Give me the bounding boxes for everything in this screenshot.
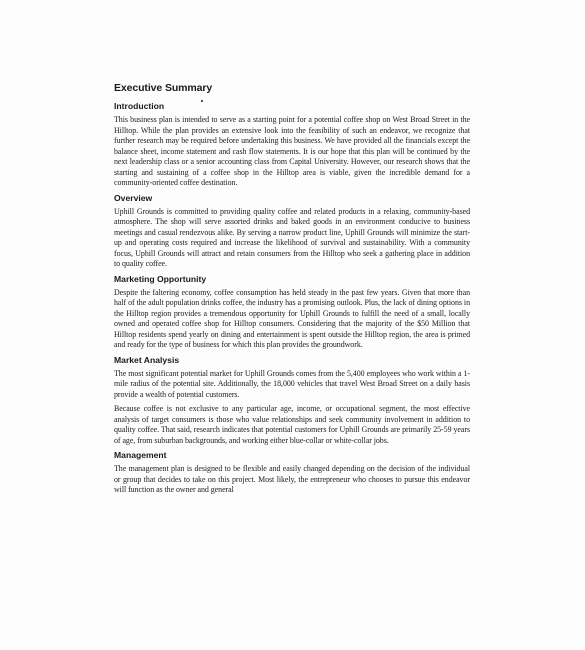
section-heading: Overview bbox=[114, 192, 153, 203]
section-heading: Market Analysis bbox=[114, 354, 180, 365]
section-heading: Introduction bbox=[114, 101, 165, 111]
document-content bbox=[114, 82, 470, 499]
section-paragraph: The management plan is designed to be flexible and easily changed depending on the decision of the individual or group that decides to take on this project. Most likely, the entrepreneur who chooses to pursue this endeavor will function as the owner and general bbox=[114, 464, 470, 494]
section-paragraph: Uphill Grounds is committed to providing quality coffee and related products in a relaxing, community-based atmosphere. The shop will serve assorted drinks and baked goods in an environment conducive to business meetings and casual rendezvous alike. By serving a narrow product line, Uphill Grounds will minimize the start-up and operating costs required and increase the likelihood of survival and sustainability. With a community focus, Uphill Grounds will attract and retain consumers from the Hilltop who seek a gathering place in addition to quality coffee. bbox=[114, 206, 470, 268]
section-paragraph: Despite the faltering economy, coffee consumption has held steady in the past few years. Given that more than half of the adult population drinks coffee, the industry has a promising outlook. Plus, the lack of dining options in the Hilltop region provides a tremendous opportunity for Uphill Grounds to fulfill the need of a small, locally owned and operated coffee shop for Hilltop consumers. Considering that the majority of the $50 Million that Hilltop residents spend yearly on dining and entertainment is spent outside the Hilltop region, the area is primed and ready for the type of business for which this plan provides the groundwork. bbox=[114, 287, 470, 349]
section-management bbox=[114, 449, 470, 496]
section-paragraph: Because coffee is not exclusive to any particular age, income, or occupational segment, the most effective analysis of target consumers is those who value relationships and seek community involvement in addition to quality coffee. That said, research indicates that potential customers for Uphill Grounds are primarily 25-59 years of age, from suburban backgrounds, and working either blue-collar or white-collar jobs. bbox=[114, 404, 470, 445]
section-paragraph: The most significant potential market for Uphill Grounds comes from the 5,400 employees who work within a 1-mile radius of the potential site. Additionally, the 18,000 vehicles that travel West Broad Street on a daily basis provide a wealth of potential customers. bbox=[114, 368, 470, 399]
section-marketing-opportunity bbox=[114, 273, 470, 351]
section-paragraph: This business plan is intended to serve as a starting point for a potential coffee shop on West Broad Street in the Hilltop. While the plan provides an extensive look into the feasibility of such an endeavor, we recognize that further research may be required before undertaking this business. We have provided all the financials except the balance sheet, income statement and cash flow statements. It is our hope that this plan will be continued by the next leadership class or a senior accounting class from Capital University. However, our research shows that the starting and sustaining of a coffee shop in the Hilltop area is viable, given the incredible demand for a community-oriented coffee destination. bbox=[114, 115, 470, 187]
section-market-analysis bbox=[114, 354, 470, 447]
section-overview bbox=[114, 192, 470, 270]
section-introduction bbox=[114, 100, 470, 189]
document-title: Executive Summary bbox=[114, 82, 213, 94]
section-heading: Management bbox=[114, 450, 167, 460]
section-heading: Marketing Opportunity bbox=[114, 273, 207, 284]
